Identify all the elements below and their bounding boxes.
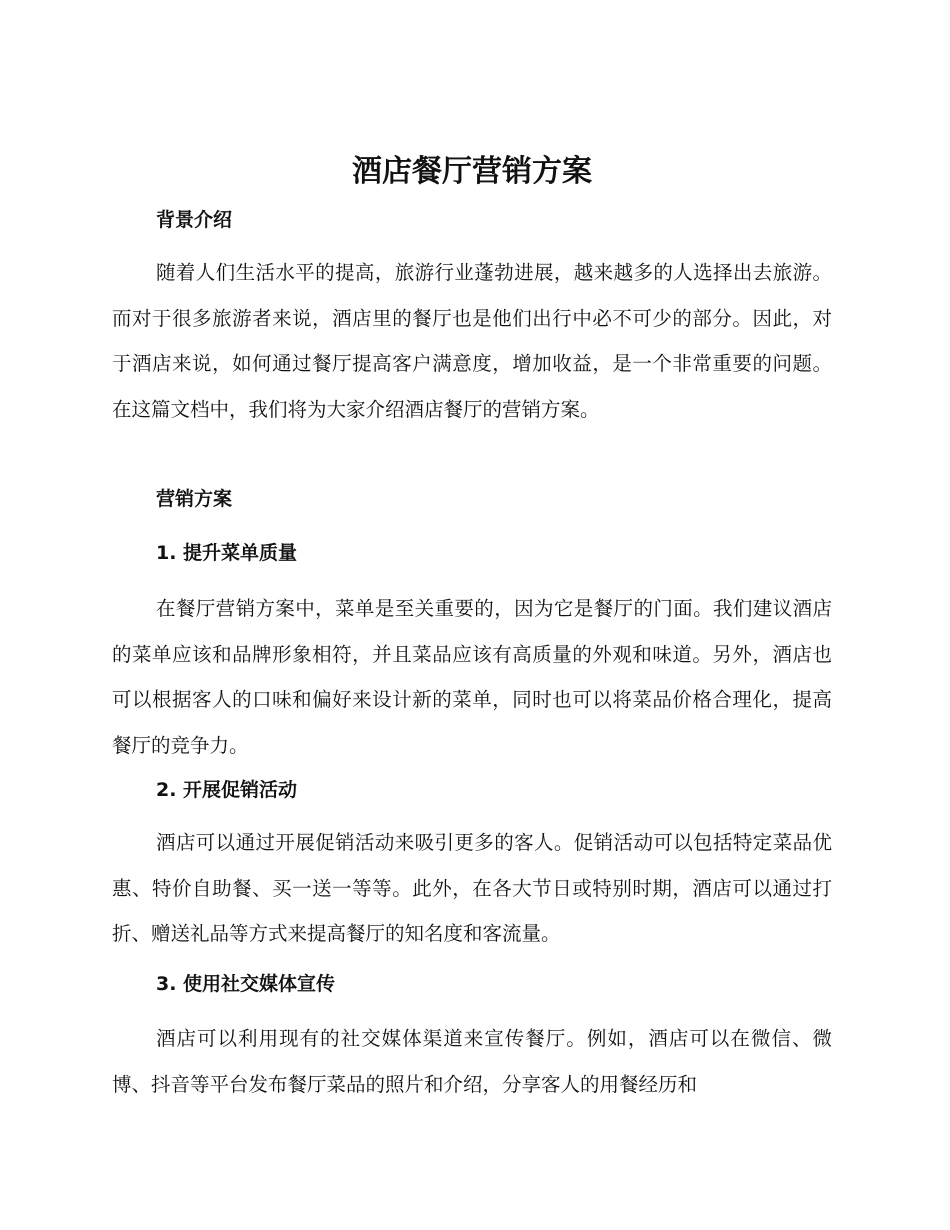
section-heading-social-media: 3. 使用社交媒体宣传 <box>156 973 336 995</box>
section-paragraph-promotions: 酒店可以通过开展促销活动来吸引更多的客人。促销活动可以包括特定菜品优惠、特价自助餐、买一送一等等。此外，在各大节日或特别时期，酒店可以通过打折、赠送礼品等方式来提高餐厅的知名度和客流量。 <box>112 831 832 945</box>
background-paragraph: 随着人们生活水平的提高，旅游行业蓬勃进展，越来越多的人选择出去旅游。而对于很多旅游者来说，酒店里的餐厅也是他们出行中必不可少的部分。因此，对于酒店来说，如何通过餐厅提高客户满意度，增加收益，是一个非常重要的问题。在这篇文档中，我们将为大家介绍酒店餐厅的营销方案。 <box>112 261 832 421</box>
document-title: 酒店餐厅营销方案 <box>352 154 592 189</box>
section-paragraph-social-media: 酒店可以利用现有的社交媒体渠道来宣传餐厅。例如，酒店可以在微信、微博、抖音等平台发布餐厅菜品的照片和介绍，分享客人的用餐经历和 <box>112 1027 832 1096</box>
background-heading: 背景介绍 <box>156 209 233 231</box>
section-heading-promotions: 2. 开展促销活动 <box>156 779 298 801</box>
section-paragraph-menu-quality: 在餐厅营销方案中，菜单是至关重要的，因为它是餐厅的门面。我们建议酒店的菜单应该和品牌形象相符，并且菜品应该有高质量的外观和味道。另外，酒店也可以根据客人的口味和偏好来设计新的菜单，同时也可以将菜品价格合理化，提高餐厅的竞争力。 <box>112 597 832 757</box>
plan-heading: 营销方案 <box>156 488 233 510</box>
section-heading-menu-quality: 1. 提升菜单质量 <box>156 542 298 564</box>
